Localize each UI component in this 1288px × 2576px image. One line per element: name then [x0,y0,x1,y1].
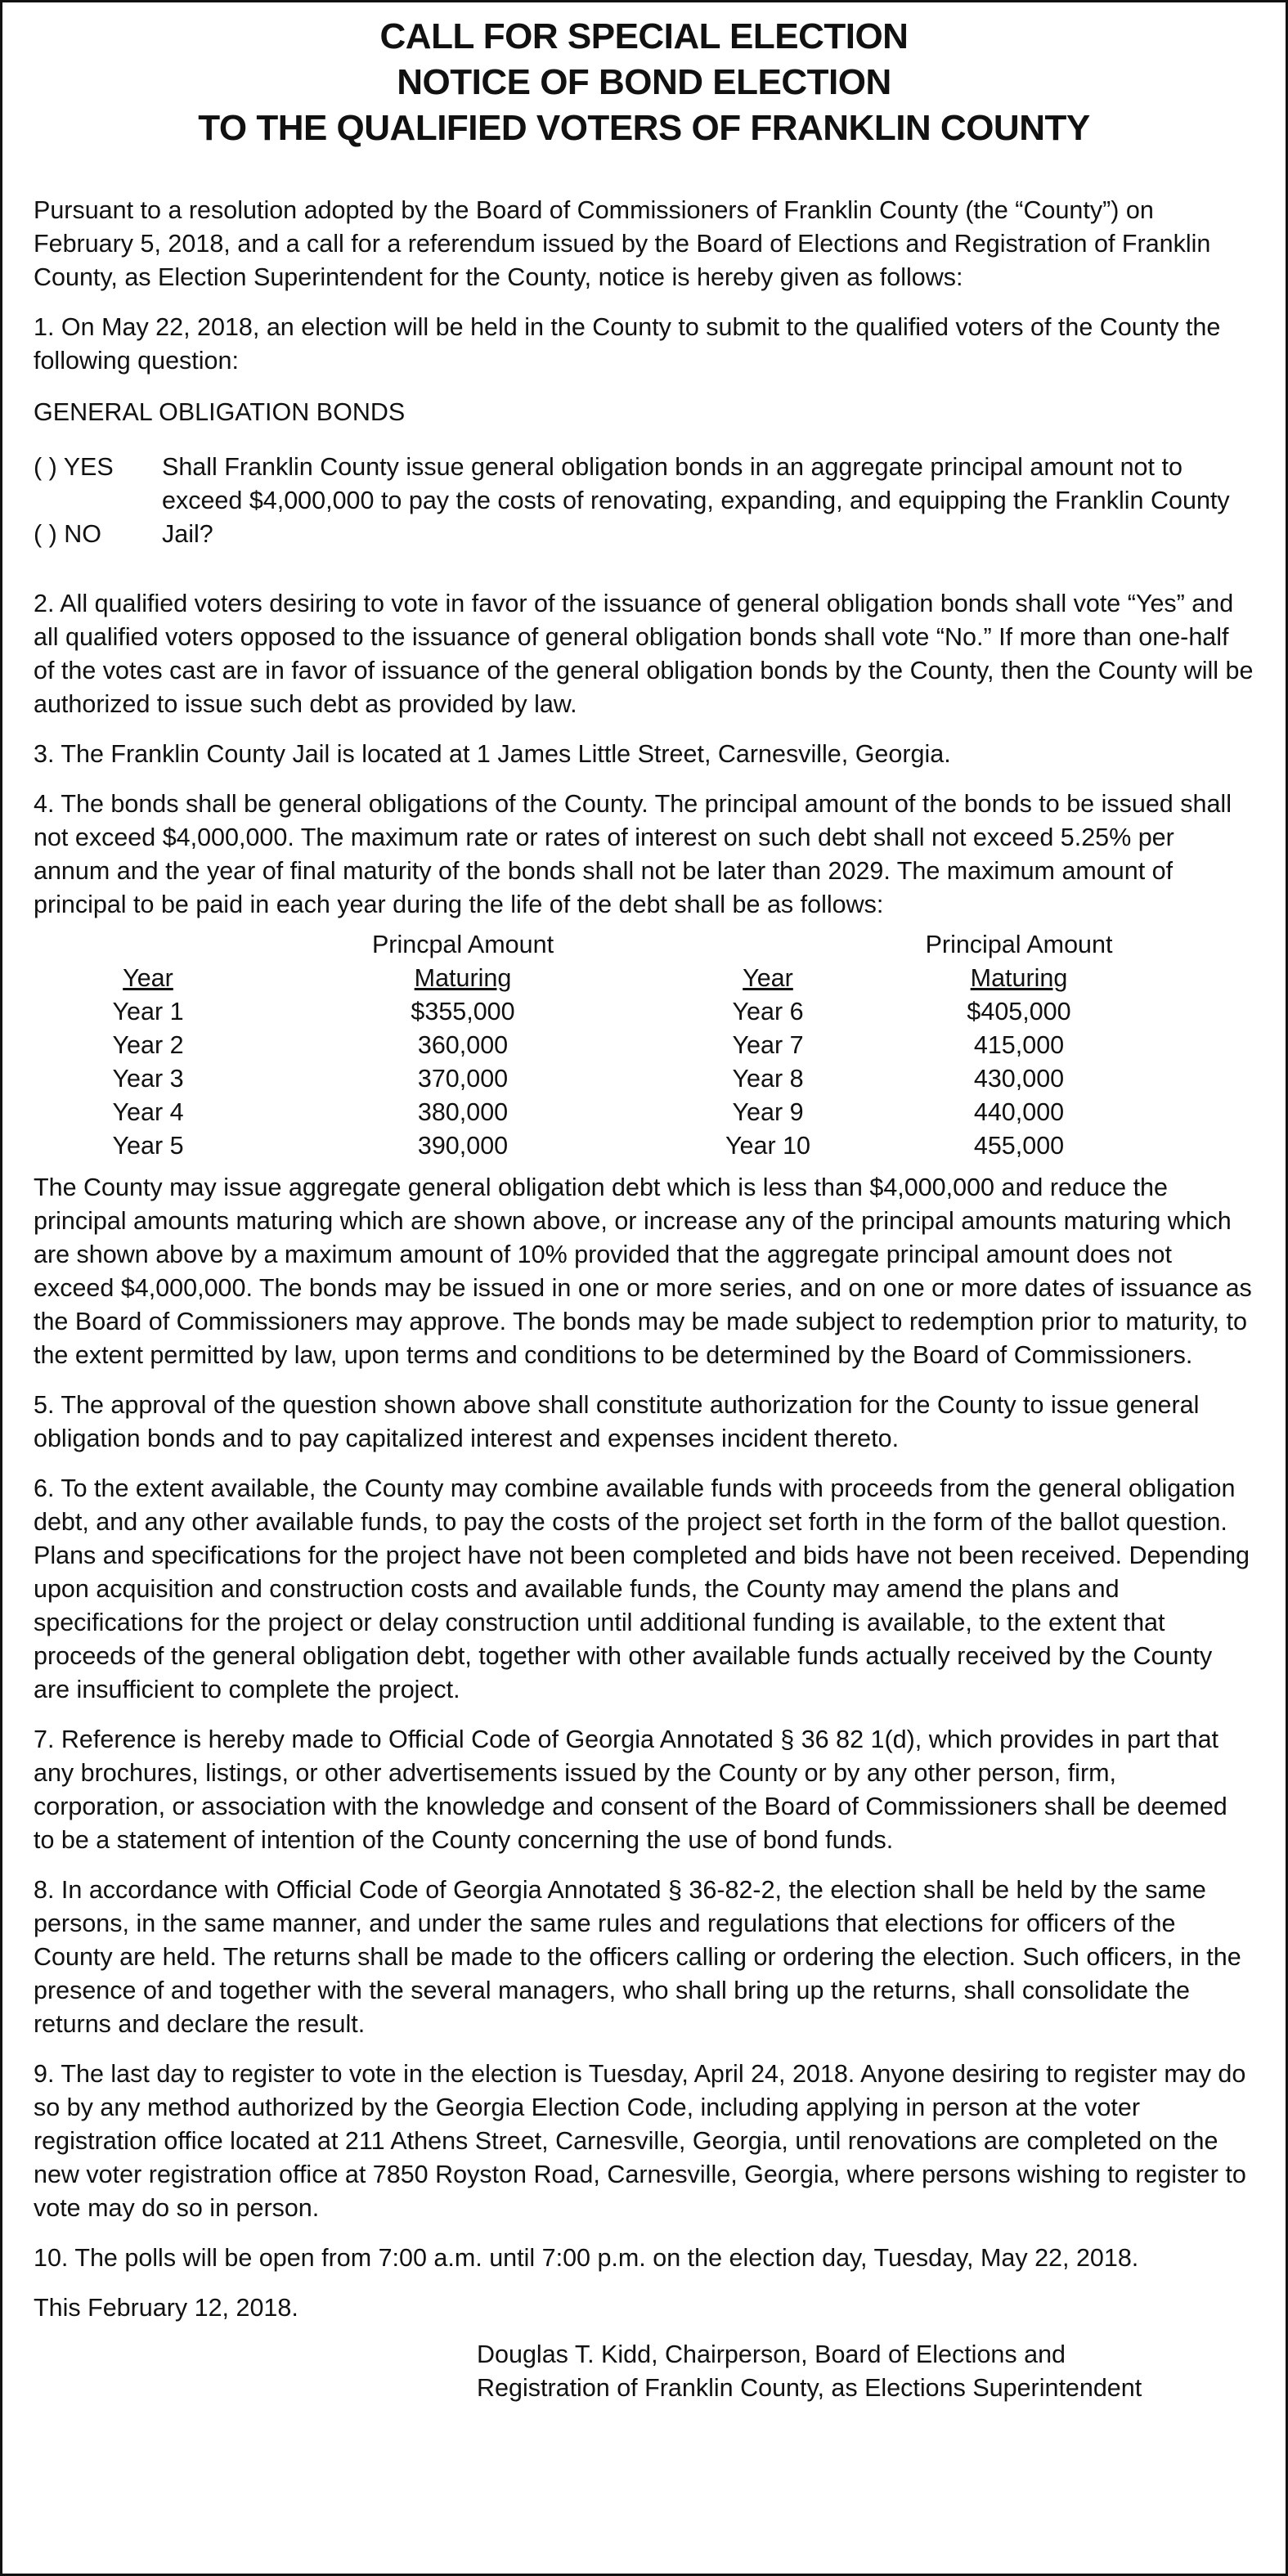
intro-paragraph: Pursuant to a resolution adopted by the Board of Commissioners of Franklin County (the “County”) on February 5, 2018, and a call for a referendum issued by the Board of Elections and Registration of Franklin County, as Election Superintendent for the County, notice is hereby given as follows: [34,196,1211,291]
year-cell: Year 8 [732,1065,804,1093]
right-amount-header: Maturing [970,964,1068,992]
left-amount-header: Maturing [414,964,512,992]
year-cell: Year 3 [112,1065,184,1093]
amount-cell: 370,000 [417,1065,509,1093]
table-header-row-1 [34,928,1254,962]
amount-cell: $355,000 [411,998,515,1025]
item-7: 7. Reference is hereby made to Official Code of Georgia Annotated § 36 82 1(d), which provides in part that any brochures, listings, or other advertisements issued by the County or by any other person, firm, corporation, or association with the knowledge and consent of the Board of Commissioners shall be deemed to be a statement of intention of the County concerning the use of bond funds. [34,1726,1227,1854]
right-year-header: Year [743,964,793,992]
left-year-header: Year [123,964,173,992]
amount-cell: 430,000 [973,1065,1065,1093]
item-4: 4. The bonds shall be general obligations of the County. The principal amount of the bonds to be issued shall not exceed $4,000,000. The maximum rate or rates of interest on such debt shall not exceed 5.25% per annum and the year of final maturity of the bonds shall not be later than 2029. The maximum amount of principal to be paid in each year during the life of the debt shall be as follows: [34,790,1232,918]
maturity-table [34,928,1254,1163]
amount-cell: 360,000 [417,1031,509,1059]
ballot-yes-choice: ( ) YES [34,453,114,481]
ballot-question [34,451,1254,551]
year-cell: Year 2 [112,1031,184,1059]
year-cell: Year 9 [732,1098,804,1126]
item-8: 8. In accordance with Official Code of Georgia Annotated § 36-82-2, the election shall be held by the same persons, in the same manner, and under the same rules and regulations that elections for officers of the County are held. The returns shall be made to the officers calling or ordering the election. Such officers, in the presence of and together with the several managers, who shall bring up the returns, shall consolidate the returns and declare the result. [34,1876,1241,2038]
signature-line-2: Registration of Franklin County, as Elections Superintendent [477,2374,1142,2402]
table-header-row-2 [34,962,1254,995]
ballot-heading: GENERAL OBLIGATION BONDS [34,398,406,426]
signature-block [477,2338,1254,2405]
amount-cell: 440,000 [973,1098,1065,1126]
item-6: 6. To the extent available, the County may combine available funds with proceeds from the general obligation debt, and any other available funds, to pay the costs of the project set forth in the form of the ballot question. Plans and specifications for the project have not been completed and bids have not been received. Depending upon acquisition and construction costs and available funds, the County may amend the plans and specifications for the project or delay construction until additional funding is available, to the extent that proceeds of the general obligation debt, together with other available funds actually received by the County are insufficient to complete the project. [34,1474,1250,1703]
notice-title [34,14,1254,151]
amount-cell: 415,000 [973,1031,1065,1059]
year-cell: Year 7 [732,1031,804,1059]
title-line-3: TO THE QUALIFIED VOTERS OF FRANKLIN COUNTY [198,108,1090,148]
table-row [34,1062,1254,1096]
item-9: 9. The last day to register to vote in the election is Tuesday, April 24, 2018. Anyone desiring to register may do so by any method authorized by the Georgia Election Code, including applying in person at the voter registration office located at 211 Athens Street, Carnesville, Georgia, until renovations are completed on the new voter registration office at 7850 Royston Road, Carnesville, Georgia, where persons wishing to register to vote may do so in person. [34,2060,1246,2222]
amount-cell: 390,000 [417,1132,509,1160]
table-row [34,995,1254,1029]
item-3: 3. The Franklin County Jail is located at 1 James Little Street, Carnesville, Georgia. [34,740,951,768]
amount-cell: 380,000 [417,1098,509,1126]
ballot-question-text: Shall Franklin County issue general obligation bonds in an aggregate principal amount not to exceed $4,000,000 to pay the costs of renovating, expanding, and equipping the Franklin County Jail? [162,453,1230,548]
right-header-top: Principal Amount [925,931,1113,958]
year-cell: Year 6 [732,998,804,1025]
amount-cell: 455,000 [973,1132,1065,1160]
table-row [34,1029,1254,1062]
title-line-2: NOTICE OF BOND ELECTION [397,62,891,102]
item-2: 2. All qualified voters desiring to vote in favor of the issuance of general obligation bonds shall vote “Yes” and all qualified voters opposed to the issuance of general obligation bonds shall vote “No.” If more than one-half of the votes cast are in favor of issuance of the general obligation bonds by the County, then the County will be authorized to issue such debt as provided by law. [34,590,1254,718]
year-cell: Year 4 [112,1098,184,1126]
year-cell: Year 10 [725,1132,811,1160]
table-row [34,1096,1254,1129]
item-5: 5. The approval of the question shown above shall constitute authorization for the County to issue general obligation bonds and to pay capitalized interest and expenses incident thereto. [34,1391,1200,1452]
item-1: 1. On May 22, 2018, an election will be held in the County to submit to the qualified voters of the County the following question: [34,313,1221,375]
amount-cell: $405,000 [967,998,1071,1025]
signature-line-1: Douglas T. Kidd, Chairperson, Board of Elections and [477,2340,1066,2368]
dateline: This February 12, 2018. [34,2294,298,2322]
table-row [34,1129,1254,1163]
ballot-choices [34,451,162,551]
item-10: 10. The polls will be open from 7:00 a.m. until 7:00 p.m. on the election day, Tuesday, May 22, 2018. [34,2244,1139,2272]
item-4-continued: The County may issue aggregate general obligation debt which is less than $4,000,000 and reduce the principal amounts maturing which are shown above, or increase any of the principal amounts maturing which are shown above by a maximum amount of 10% provided that the aggregate principal amount does not exceed $4,000,000. The bonds may be issued in one or more series, and on one or more dates of issuance as the Board of Commissioners may approve. The bonds may be made subject to redemption prior to maturity, to the extent permitted by law, upon terms and conditions to be determined by the Board of Commissioners. [34,1174,1252,1369]
left-header-top: Princpal Amount [371,931,554,958]
year-cell: Year 1 [112,998,184,1025]
year-cell: Year 5 [112,1132,184,1160]
title-line-1: CALL FOR SPECIAL ELECTION [379,16,909,56]
ballot-no-choice: ( ) NO [34,520,102,548]
